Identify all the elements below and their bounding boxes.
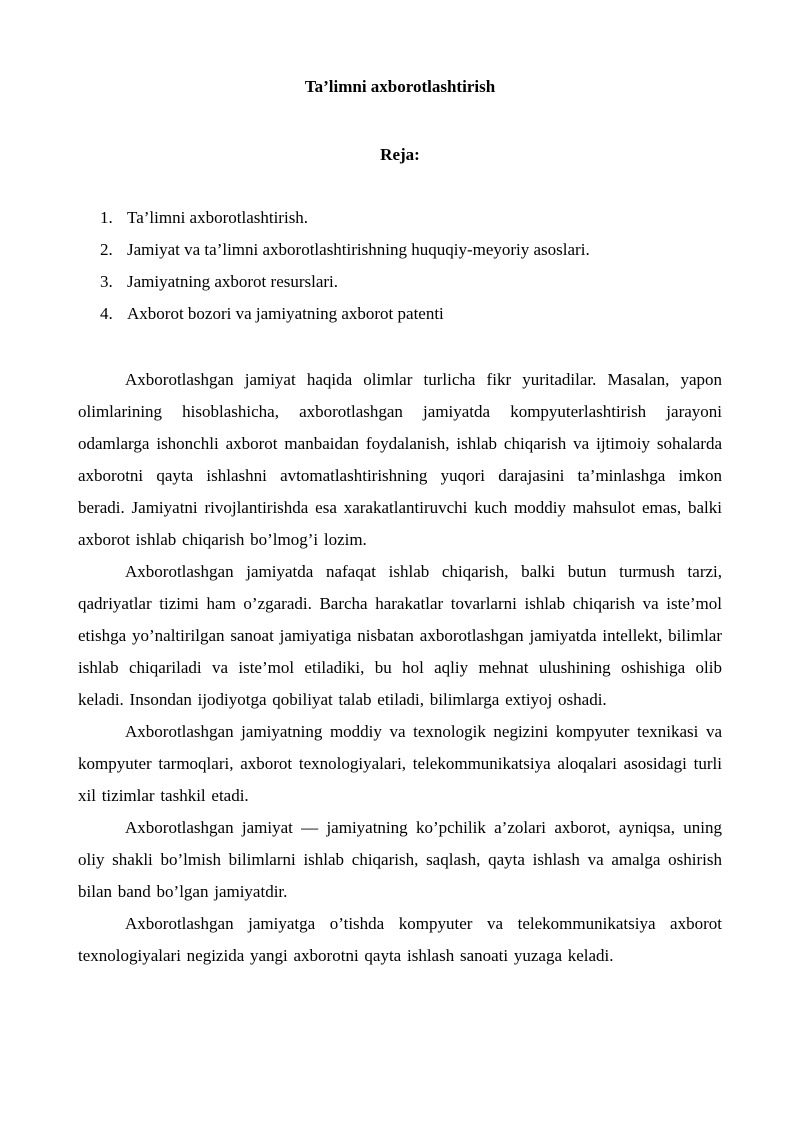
body-paragraph: Axborotlashgan jamiyatning moddiy va texnologik negizini kompyuter texnikasi va kompyuter tarmoqlari, axborot texnologiyalari, telekommunikatsiya aloqalari asosidagi turli xil tizimlar tashkil etadi. [78, 722, 722, 805]
body-paragraph: Axborotlashgan jamiyatga o’tishda kompyuter va telekommunikatsiya axborot texnologiyalari negizida yangi axborotni qayta ishlash sanoati yuzaga keladi. [78, 914, 722, 965]
document-body [78, 364, 722, 972]
plan-item-text: Axborot bozori va jamiyatning axborot patenti [127, 304, 444, 323]
body-paragraph: Axborotlashgan jamiyatda nafaqat ishlab chiqarish, balki butun turmush tarzi, qadriyatlar tizimi ham o’zgaradi. Barcha harakatlar tovarlarni ishlab chiqarish va iste’mol etishga yo’naltirilgan sanoat jamiyatiga nisbatan axborotlashgan jamiyatda intellekt, bilimlar ishlab chiqariladi va iste’mol etiladiki, bu hol aqliy mehnat ulushining oshishiga olib keladi. Insondan ijodiyotga qobiliyat talab etiladi, bilimlarga extiyoj oshadi. [78, 562, 722, 709]
body-paragraph: Axborotlashgan jamiyat — jamiyatning ko’pchilik a’zolari axborot, ayniqsa, uning oliy shakli bo’lmish bilimlarni ishlab chiqarish, saqlash, qayta ishlash va amalga oshirish bilan band bo’lgan jamiyatdir. [78, 818, 722, 901]
plan-item-text: Jamiyat va ta’limni axborotlashtirishning huquqiy-meyoriy asoslari. [127, 240, 590, 259]
plan-item-number: 1. [100, 208, 113, 227]
plan-item [100, 298, 722, 330]
plan-item [100, 266, 722, 298]
plan-item-number: 2. [100, 240, 113, 259]
plan-item-text: Jamiyatning axborot resurslari. [127, 272, 339, 291]
body-paragraph: Axborotlashgan jamiyat haqida olimlar turlicha fikr yuritadilar. Masalan, yapon olimlarining hisoblashicha, axborotlashgan jamiyatda kompyuterlashtirish jarayoni odamlarga ishonchli axborot manbaidan foydalanish, ishlab chiqarish va ijtimoiy sohalarda axborotni qayta ishlashni avtomatlashtirishning yuqori darajasini ta’minlashga imkon beradi. Jamiyatni rivojlantirishda esa xarakatlantiruvchi kuch moddiy mahsulot emas, balki axborot ishlab chiqarish bo’lmog’i lozim. [78, 370, 722, 549]
plan-item-text: Ta’limni axborotlashtirish. [127, 208, 309, 227]
document-title: Ta’limni axborotlashtirish [304, 77, 496, 96]
plan-item-number: 3. [100, 272, 113, 291]
plan-item [100, 234, 722, 266]
plan-list [78, 202, 722, 330]
plan-item [100, 202, 722, 234]
plan-item-number: 4. [100, 304, 113, 323]
plan-heading: Reja: [380, 145, 420, 164]
